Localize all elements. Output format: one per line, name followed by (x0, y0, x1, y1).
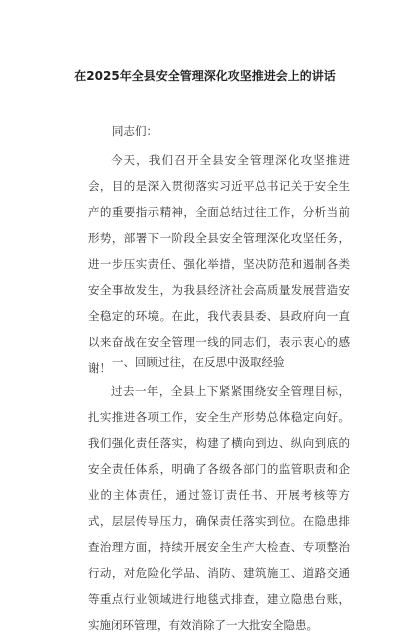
salutation: 同志们： (112, 124, 158, 138)
intro-paragraph: 今天，我们召开全县安全管理深化攻坚推进会，目的是深入贯彻落实习近平总书记关于安全生产的重要指示精神，全面总结过往工作，分析当前形势，部署下一阶段全县安全管理深化攻坚任务，进一步压实责任、强化举措，坚决防范和遏制各类安全事故发生，为我县经济社会高质量发展营造安全稳定的环境。在此，我代表县委、县政府向一直以来奋战在安全管理一线的同志们，表示衷心的感谢！ (88, 153, 350, 375)
document-title: 在2025年全县安全管理深化攻坚推进会上的讲话 (74, 69, 336, 83)
section-heading: 一、回顾过往，在反思中汲取经验 (112, 355, 285, 369)
section-paragraph: 过去一年，全县上下紧紧围绕安全管理目标，扎实推进各项工作，安全生产形势总体稳定向好。我们强化责任落实，构建了横向到边、纵向到底的安全责任体系，明确了各级各部门的监管职责和企业的主体责任，通过签订责任书、开展考核等方式，层层传导压力，确保责任落实到位。在隐患排查治理方面，持续开展安全生产大检查、专项整治行动，对危险化学品、消防、建筑施工、道路交通等重点行业领域进行地毯式排查，建立隐患台账，实施闭环管理，有效消除了一大批安全隐患。 (88, 384, 350, 632)
